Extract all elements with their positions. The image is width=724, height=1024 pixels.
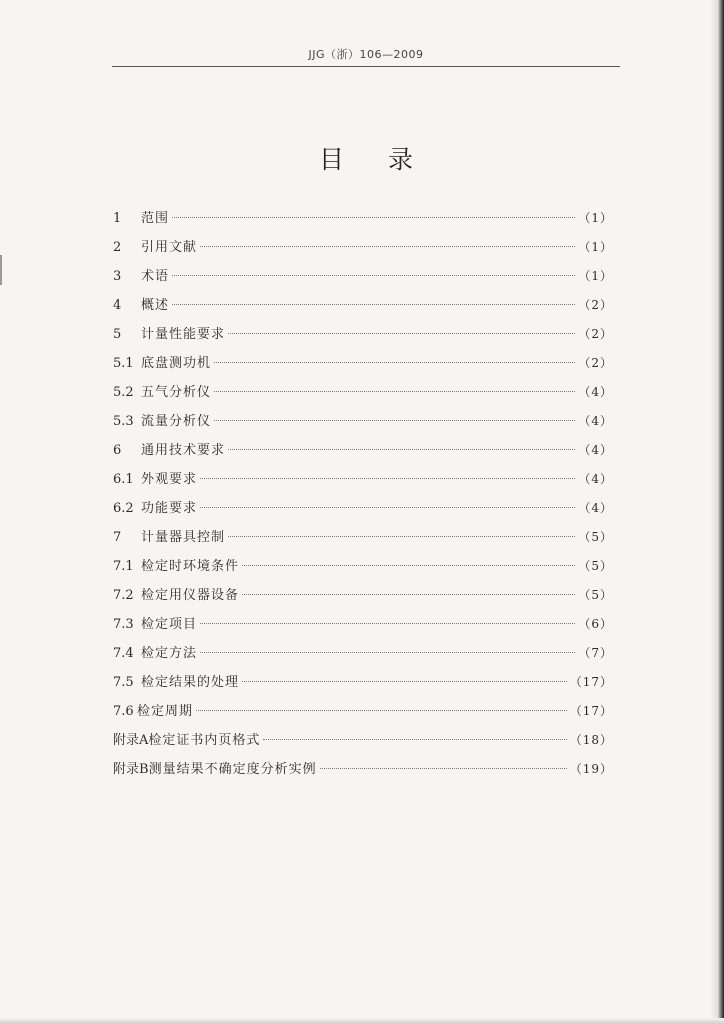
toc-dot-leader bbox=[172, 304, 575, 305]
toc-dot-leader bbox=[242, 565, 575, 566]
toc-entry-label: 检定方法 bbox=[141, 646, 198, 661]
toc-dot-leader bbox=[172, 217, 575, 218]
toc-entry-label: 检定时环境条件 bbox=[141, 559, 240, 574]
toc-entry[interactable] bbox=[113, 465, 613, 494]
toc-entry-page: （5） bbox=[578, 530, 613, 544]
toc-entry-number: 7.5 bbox=[113, 675, 134, 690]
toc-entry-label: 五气分析仪 bbox=[141, 385, 212, 400]
toc-entry-page: （4） bbox=[578, 472, 613, 486]
toc-entry[interactable] bbox=[113, 233, 613, 262]
toc-entry-page: （4） bbox=[578, 443, 613, 457]
toc-entry-page: （2） bbox=[578, 356, 613, 370]
toc-entry-label: 底盘测功机 bbox=[141, 356, 212, 371]
toc-entry-number: 7.3 bbox=[113, 617, 134, 632]
toc-entry[interactable] bbox=[113, 581, 613, 610]
toc-entry-label: 范围 bbox=[141, 211, 170, 226]
toc-entry-number: 4 bbox=[113, 298, 122, 313]
toc-entry-page: （2） bbox=[578, 298, 613, 312]
toc-entry-number: 附录A bbox=[113, 733, 149, 748]
toc-dot-leader bbox=[200, 478, 575, 479]
toc-entry-page: （18） bbox=[569, 733, 613, 747]
toc-entry-page: （4） bbox=[578, 385, 613, 399]
toc-dot-leader bbox=[200, 623, 575, 624]
toc-dot-leader bbox=[320, 768, 567, 769]
toc-entry-page: （5） bbox=[578, 588, 613, 602]
toc-dot-leader bbox=[214, 391, 575, 392]
toc-entry[interactable] bbox=[113, 262, 613, 291]
toc-entry-label: 检定证书内页格式 bbox=[148, 733, 261, 748]
toc-entry[interactable] bbox=[113, 726, 613, 755]
toc-entry[interactable] bbox=[113, 639, 613, 668]
toc-entry-label: 计量性能要求 bbox=[141, 327, 226, 342]
toc-entry[interactable] bbox=[113, 552, 613, 581]
toc-entry-number: 7.2 bbox=[113, 588, 134, 603]
toc-entry-number: 6 bbox=[113, 443, 122, 458]
toc-entry-label: 引用文献 bbox=[141, 240, 198, 255]
toc-entry[interactable] bbox=[113, 494, 613, 523]
toc-dot-leader bbox=[242, 681, 567, 682]
toc-entry-number: 6.1 bbox=[113, 472, 134, 487]
toc-entry-page: （4） bbox=[578, 501, 613, 515]
toc-entry[interactable] bbox=[113, 349, 613, 378]
toc-entry-page: （6） bbox=[578, 617, 613, 631]
toc-dot-leader bbox=[228, 536, 575, 537]
toc-dot-leader bbox=[228, 333, 575, 334]
toc-entry[interactable] bbox=[113, 407, 613, 436]
toc-entry-number: 5.2 bbox=[113, 385, 134, 400]
toc-dot-leader bbox=[196, 710, 567, 711]
toc-entry-number: 3 bbox=[113, 269, 122, 284]
toc-entry-page: （2） bbox=[578, 327, 613, 341]
toc-entry-page: （5） bbox=[578, 559, 613, 573]
toc-entry-number: 5.1 bbox=[113, 356, 134, 371]
toc-dot-leader bbox=[172, 275, 575, 276]
toc-entry[interactable] bbox=[113, 320, 613, 349]
toc-entry[interactable] bbox=[113, 697, 613, 726]
toc-entry-label: 测量结果不确定度分析实例 bbox=[148, 762, 317, 777]
toc-entry-label: 检定用仪器设备 bbox=[141, 588, 240, 603]
running-header: JJG（浙）106—2009 bbox=[308, 48, 424, 61]
toc-entry-page: （19） bbox=[569, 762, 613, 776]
toc-entry[interactable] bbox=[113, 610, 613, 639]
toc-entry[interactable] bbox=[113, 378, 613, 407]
scan-mark bbox=[0, 255, 2, 285]
toc-entry-label: 功能要求 bbox=[141, 501, 198, 516]
toc-entry-label: 概述 bbox=[141, 298, 170, 313]
toc-dot-leader bbox=[200, 507, 575, 508]
toc-dot-leader bbox=[200, 652, 575, 653]
table-of-contents bbox=[113, 204, 613, 784]
toc-entry-number: 2 bbox=[113, 240, 122, 255]
toc-entry[interactable] bbox=[113, 755, 613, 784]
toc-dot-leader bbox=[228, 449, 575, 450]
toc-dot-leader bbox=[263, 739, 566, 740]
header-rule bbox=[112, 66, 620, 67]
toc-entry-label: 计量器具控制 bbox=[141, 530, 226, 545]
toc-entry-page: （4） bbox=[578, 414, 613, 428]
toc-entry-page: （7） bbox=[578, 646, 613, 660]
toc-entry[interactable] bbox=[113, 523, 613, 552]
toc-entry-number: 7.6 bbox=[113, 704, 134, 719]
toc-entry-number: 7 bbox=[113, 530, 122, 545]
toc-entry[interactable] bbox=[113, 668, 613, 697]
toc-entry-number: 6.2 bbox=[113, 501, 134, 516]
toc-entry-number: 5 bbox=[113, 327, 122, 342]
toc-entry-label: 术语 bbox=[141, 269, 170, 284]
toc-entry-page: （1） bbox=[578, 211, 613, 225]
toc-dot-leader bbox=[214, 420, 575, 421]
toc-entry-label: 外观要求 bbox=[141, 472, 198, 487]
toc-entry-label: 通用技术要求 bbox=[141, 443, 226, 458]
toc-dot-leader bbox=[200, 246, 575, 247]
toc-entry[interactable] bbox=[113, 436, 613, 465]
toc-entry-page: （17） bbox=[569, 675, 613, 689]
toc-entry-page: （17） bbox=[569, 704, 613, 718]
toc-entry-page: （1） bbox=[578, 240, 613, 254]
toc-entry-number: 1 bbox=[113, 211, 122, 226]
page-bottom-edge bbox=[0, 1018, 724, 1024]
toc-entry-number: 7.1 bbox=[113, 559, 134, 574]
toc-entry-label: 检定结果的处理 bbox=[141, 675, 240, 690]
toc-entry-label: 检定周期 bbox=[137, 704, 194, 719]
toc-entry-label: 检定项目 bbox=[141, 617, 198, 632]
page-edge-shadow bbox=[710, 0, 724, 1024]
toc-entry-label: 流量分析仪 bbox=[141, 414, 212, 429]
toc-dot-leader bbox=[242, 594, 575, 595]
page-title: 目 录 bbox=[319, 145, 431, 174]
toc-entry-number: 5.3 bbox=[113, 414, 134, 429]
toc-dot-leader bbox=[214, 362, 575, 363]
toc-entry-number: 7.4 bbox=[113, 646, 134, 661]
toc-entry-page: （1） bbox=[578, 269, 613, 283]
toc-entry[interactable] bbox=[113, 204, 613, 233]
toc-entry-number: 附录B bbox=[113, 762, 149, 777]
toc-entry[interactable] bbox=[113, 291, 613, 320]
